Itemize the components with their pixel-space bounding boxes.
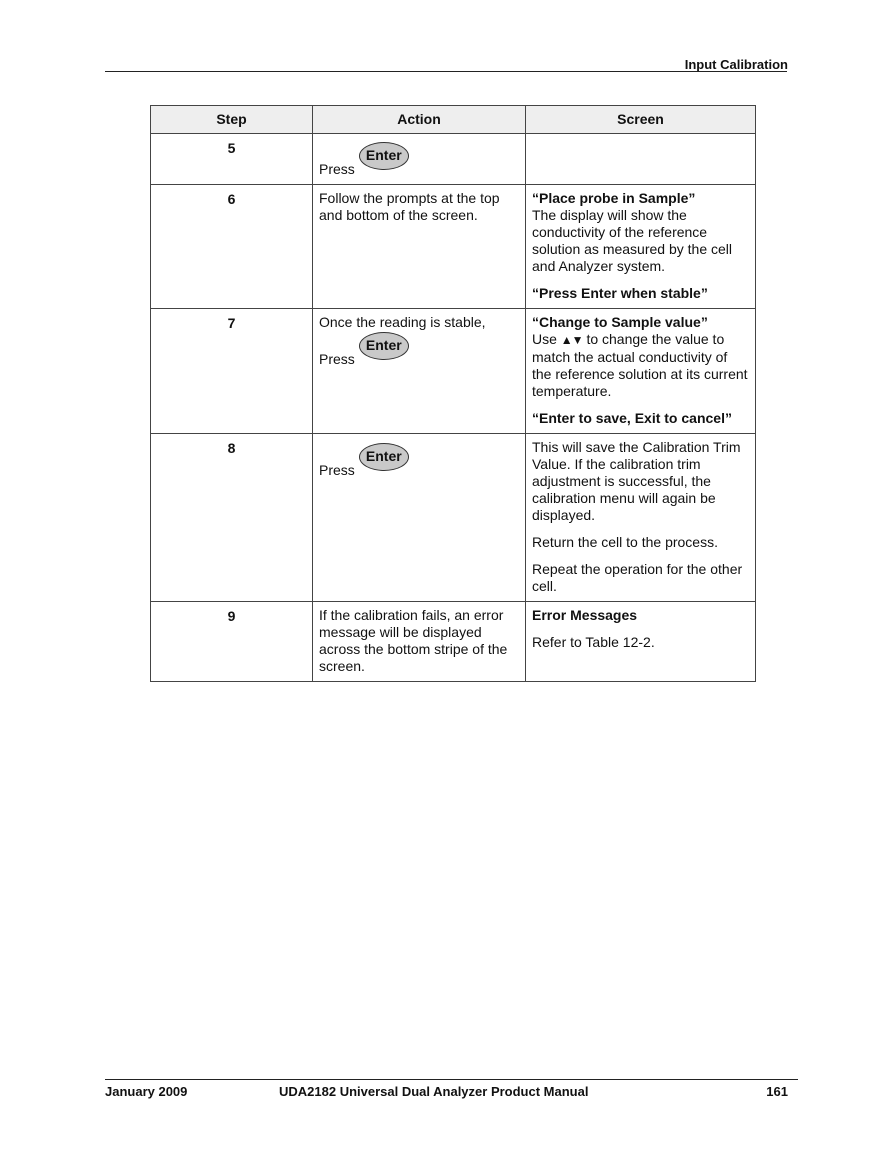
step-number: 5 xyxy=(151,134,313,185)
screen-cell xyxy=(526,185,756,309)
footer-divider xyxy=(105,1079,798,1080)
table-row xyxy=(151,602,756,682)
press-enter-instruction xyxy=(319,337,519,368)
use-label: Use xyxy=(532,331,557,347)
enter-key-icon: Enter xyxy=(359,443,409,471)
screen-cell xyxy=(526,309,756,434)
screen-cell xyxy=(526,602,756,682)
step-number: 6 xyxy=(151,185,313,309)
section-title: Input Calibration xyxy=(684,57,788,72)
press-label: Press xyxy=(319,462,355,478)
screen-description: Repeat the operation for the other cell. xyxy=(532,561,743,594)
screen-prompt: “Enter to save, Exit to cancel” xyxy=(532,410,732,426)
screen-description xyxy=(532,331,749,400)
screen-cell xyxy=(526,434,756,602)
action-cell xyxy=(313,185,526,309)
action-cell xyxy=(313,434,526,602)
table-row xyxy=(151,134,756,185)
screen-prompt: “Press Enter when stable” xyxy=(532,285,708,301)
page-number: 161 xyxy=(766,1084,788,1099)
step-number: 9 xyxy=(151,602,313,682)
action-text: Follow the prompts at the top and bottom of the screen. xyxy=(319,190,500,223)
footer-manual-title: UDA2182 Universal Dual Analyzer Product Manual xyxy=(279,1084,589,1099)
action-text: Once the reading is stable, xyxy=(319,314,486,330)
action-text: If the calibration fails, an error message will be displayed across the bottom stripe of the screen. xyxy=(319,607,508,674)
enter-key-icon: Enter xyxy=(359,142,409,170)
screen-prompt: “Change to Sample value” xyxy=(532,314,708,330)
action-cell xyxy=(313,134,526,185)
table-header-row xyxy=(151,106,756,134)
column-header-action: Action xyxy=(313,106,526,134)
header-divider xyxy=(105,71,787,72)
column-header-step: Step xyxy=(151,106,313,134)
screen-description: Return the cell to the process. xyxy=(532,534,718,550)
step-number: 7 xyxy=(151,309,313,434)
up-down-arrows-icon: ▲▼ xyxy=(560,333,583,347)
column-header-screen: Screen xyxy=(526,106,756,134)
table-reference: Refer to Table 12-2. xyxy=(532,634,655,650)
step-number: 8 xyxy=(151,434,313,602)
screen-cell xyxy=(526,134,756,185)
press-enter-instruction xyxy=(319,448,519,479)
press-label: Press xyxy=(319,161,355,177)
calibration-steps-table xyxy=(150,105,756,682)
action-cell xyxy=(313,602,526,682)
press-enter-instruction xyxy=(319,147,519,178)
screen-heading: Error Messages xyxy=(532,607,638,623)
screen-prompt: “Place probe in Sample” xyxy=(532,190,696,206)
table-row xyxy=(151,185,756,309)
table-row xyxy=(151,309,756,434)
enter-key-icon: Enter xyxy=(359,332,409,360)
screen-description: The display will show the conductivity of the reference solution as measured by the cell and Analyzer system. xyxy=(532,207,732,274)
footer-date: January 2009 xyxy=(105,1084,188,1099)
table-row xyxy=(151,434,756,602)
action-cell xyxy=(313,309,526,434)
screen-description: This will save the Calibration Trim Value. If the calibration trim adjustment is successful, the calibration menu will again be displayed. xyxy=(532,439,741,523)
use-description: to change the value to match the actual conductivity of the reference solution at its current temperature. xyxy=(532,331,748,399)
press-label: Press xyxy=(319,351,355,367)
